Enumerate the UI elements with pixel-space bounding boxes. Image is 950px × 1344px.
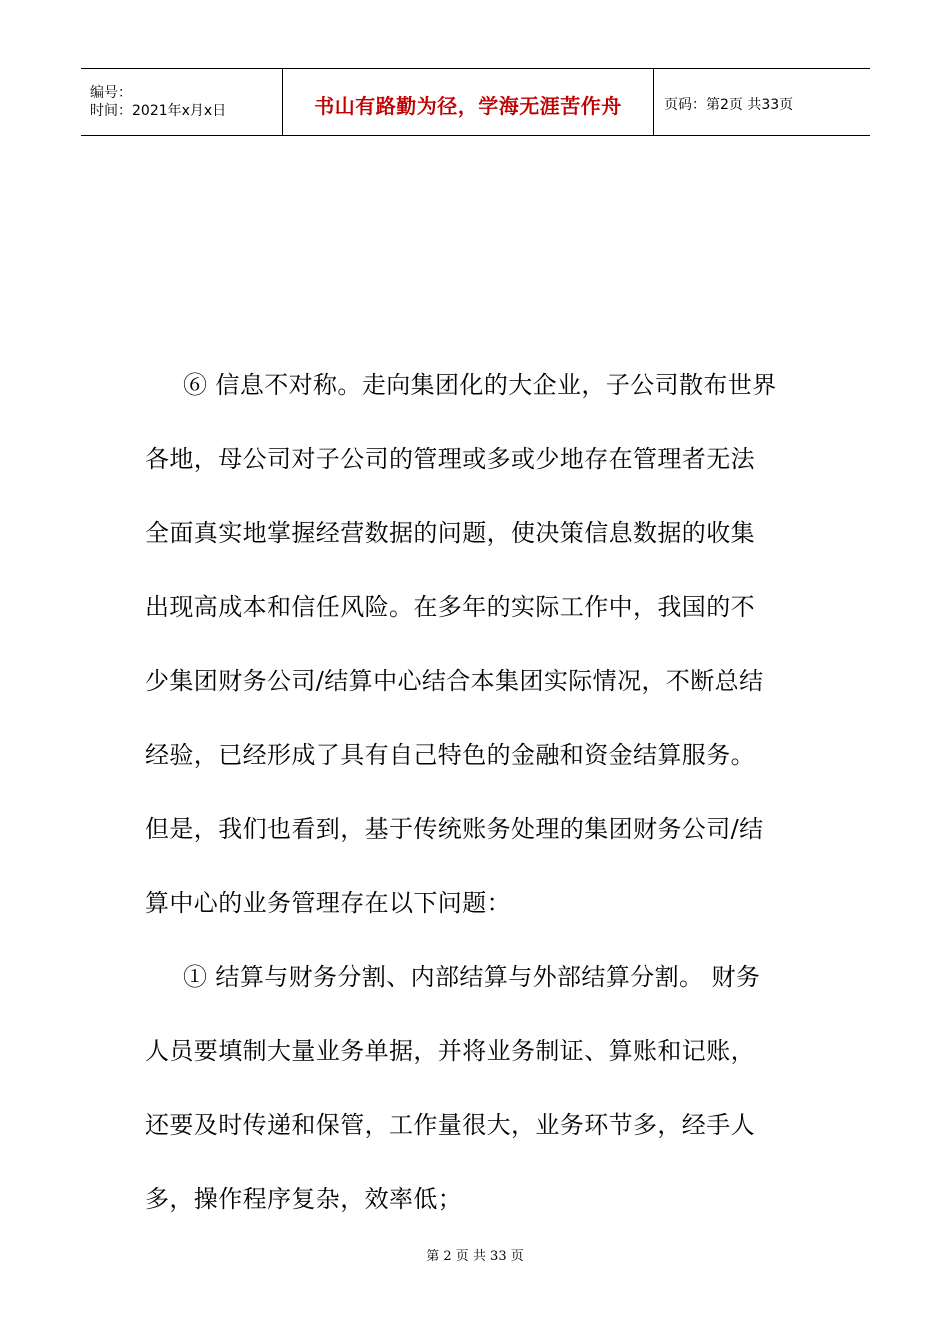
paragraph-line: 人员要填制大量业务单据，并将业务制证、算账和记账， xyxy=(145,1037,755,1065)
page-footer: 第 2 页 共 33 页 xyxy=(426,1249,524,1264)
date-label: 时间：2021年x月x日 xyxy=(90,103,227,119)
serial-label: 编号： xyxy=(90,85,132,101)
header-motto: 书山有路勤为径，学海无涯苦作舟 xyxy=(283,69,654,135)
paragraph-line: 还要及时传递和保管，工作量很大，业务环节多，经手人 xyxy=(145,1111,755,1139)
paragraph-line: ① 结算与财务分割、内部结算与外部结算分割。 财务 xyxy=(183,963,761,991)
paragraph-line: 但是，我们也看到，基于传统账务处理的集团财务公司/结 xyxy=(145,815,764,843)
paragraph-line: 全面真实地掌握经营数据的问题，使决策信息数据的收集 xyxy=(145,519,755,547)
paragraph-line: ⑥ 信息不对称。走向集团化的大企业，子公司散布世界 xyxy=(183,371,777,399)
paragraph-line: 经验，已经形成了具有自己特色的金融和资金结算服务。 xyxy=(145,741,755,769)
header-page-info: 页码：第2页 共33页 xyxy=(664,97,794,113)
paragraph-line: 出现高成本和信任风险。在多年的实际工作中，我国的不 xyxy=(145,593,755,621)
paragraph-line: 多，操作程序复杂，效率低； xyxy=(145,1185,463,1213)
document-body xyxy=(145,348,807,1236)
paragraph-line: 少集团财务公司/结算中心结合本集团实际情况，不断总结 xyxy=(145,667,764,695)
paragraph-line: 各地，母公司对子公司的管理或多或少地存在管理者无法 xyxy=(145,445,755,473)
header-meta-cell xyxy=(81,69,283,135)
paragraph-line: 算中心的业务管理存在以下问题： xyxy=(145,889,511,917)
document-header xyxy=(81,68,870,136)
